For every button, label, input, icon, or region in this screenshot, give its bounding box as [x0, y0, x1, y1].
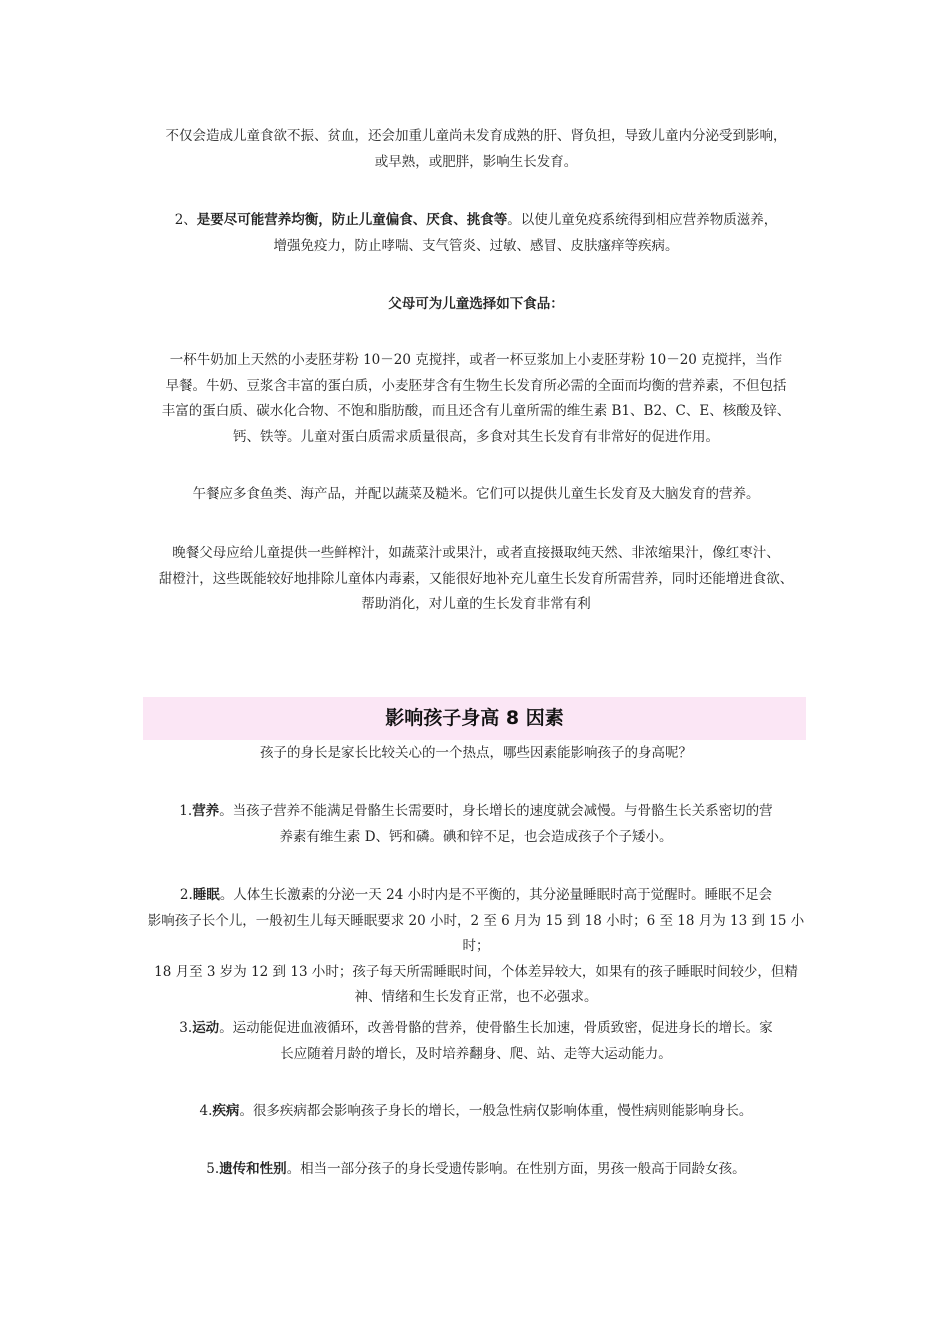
text-line: 18 月至 3 岁为 12 到 13 小时；孩子每天所需睡眠时间，个体差异较大，如果有的孩子睡眠时间较少，但精: [154, 963, 798, 980]
text-line: 增强免疫力，防止哮喘、支气管炎、过敏、感冒、皮肤瘙痒等疾病。: [273, 237, 679, 254]
factor-title: 遗传和性别: [219, 1161, 287, 1177]
point-2-paragraph: [143, 208, 809, 259]
text-line: 养素有维生素 D、钙和磷。碘和锌不足，也会造成孩子个子矮小。: [279, 828, 673, 845]
factor-title: 疾病: [212, 1103, 240, 1119]
text-line: 长应随着月龄的增长，及时培养翻身、爬、站、走等大运动能力。: [280, 1045, 672, 1062]
text-line: 早餐。牛奶、豆浆含丰富的蛋白质，小麦胚芽含有生物生长发育所必需的全面而均衡的营养素，不但包括: [165, 377, 787, 394]
food-heading: 父母可为儿童选择如下食品：: [388, 296, 564, 312]
text-line: 影响孩子长个儿，一般初生儿每天睡眠要求 20 小时，2 至 6 月为 15 到 18 小时；6 至 18 月为 13 到 15 小时；: [147, 912, 805, 954]
factor-title: 营养: [192, 803, 220, 819]
factor-title: 运动: [192, 1020, 220, 1036]
text-line: [143, 799, 809, 825]
text-line: 一杯牛奶加上天然的小麦胚芽粉 10－20 克搅拌，或者一杯豆浆加上小麦胚芽粉 10－20 克搅拌，当作: [169, 352, 783, 368]
dinner-paragraph: [143, 541, 809, 618]
text-line: 神、情绪和生长发育正常，也不必强求。: [354, 989, 598, 1005]
text-line: [143, 1157, 809, 1183]
text-line: 晚餐父母应给儿童提供一些鲜榨汁，如蔬菜汁或果汁，或者直接摄取纯天然、非浓缩果汁，像红枣汁、: [172, 545, 780, 561]
factor-item: [143, 1016, 809, 1067]
text-line: [143, 883, 809, 909]
top-paragraph: [143, 124, 809, 175]
factor-number: 5.: [206, 1161, 220, 1177]
section-intro: 孩子的身长是家长比较关心的一个热点，哪些因素能影响孩子的身高呢？: [260, 745, 692, 761]
factor-number: 4.: [199, 1103, 213, 1119]
text-line: 钙、铁等。儿童对蛋白质需求质量很高，多食对其生长发育有非常好的促进作用。: [233, 428, 719, 445]
point-number: 2、: [174, 212, 197, 228]
section-title: 影响孩子身高 8 因素: [143, 697, 806, 740]
breakfast-paragraph: [143, 348, 809, 450]
text-line: 丰富的蛋白质、碳水化合物、不饱和脂肪酸，而且还含有儿童所需的维生素 B1、B2、C、E、核酸及锌、: [161, 403, 791, 419]
factor-number: 3.: [179, 1020, 193, 1036]
factor-text: 。运动能促进血液循环，改善骨骼的营养，使骨骼生长加速，骨质致密，促进身长的增长。家: [219, 1020, 773, 1036]
factor-item: [143, 883, 809, 1011]
text-line: [143, 1099, 809, 1125]
factor-item: [143, 799, 809, 850]
factor-item: [143, 1157, 809, 1183]
text-line: 不仅会造成儿童食欲不振、贫血，还会加重儿童尚未发育成熟的肝、肾负担，导致儿童内分泌受到影响，: [165, 128, 787, 144]
text-line: 或早熟，或肥胖，影响生长发育。: [374, 153, 578, 170]
factor-text: 。人体生长激素的分泌一天 24 小时内是不平衡的，其分泌量睡眠时高于觉醒时。睡眠不足会: [219, 887, 773, 903]
factor-text: 。当孩子营养不能满足骨骼生长需要时，身长增长的速度就会减慢。与骨骼生长关系密切的营: [219, 803, 773, 819]
factor-text: 。相当一部分孩子的身长受遗传影响。在性别方面，男孩一般高于同龄女孩。: [286, 1161, 746, 1177]
factor-text: 。很多疾病都会影响孩子身长的增长，一般急性病仅影响体重，慢性病则能影响身长。: [239, 1103, 753, 1119]
lunch-paragraph: 午餐应多食鱼类、海产品，并配以蔬菜及糙米。它们可以提供儿童生长发育及大脑发育的营养。: [192, 486, 760, 502]
factor-item: [143, 1099, 809, 1125]
factor-title: 睡眠: [192, 887, 220, 903]
text-line: 甜橙汁，这些既能较好地排除儿童体内毒素，又能很好地补充儿童生长发育所需营养，同时还能增进食欲、: [158, 570, 794, 587]
point-rest-text: 。以使儿童免疫系统得到相应营养物质滋养，: [507, 212, 778, 228]
text-line: 帮助消化，对儿童的生长发育非常有利: [361, 596, 591, 612]
point-bold-text: 是要尽可能营养均衡，防止儿童偏食、厌食、挑食等: [196, 212, 508, 228]
factor-number: 2.: [179, 887, 193, 903]
text-line: [143, 1016, 809, 1042]
text-line: [143, 208, 809, 234]
factor-number: 1.: [179, 803, 193, 819]
